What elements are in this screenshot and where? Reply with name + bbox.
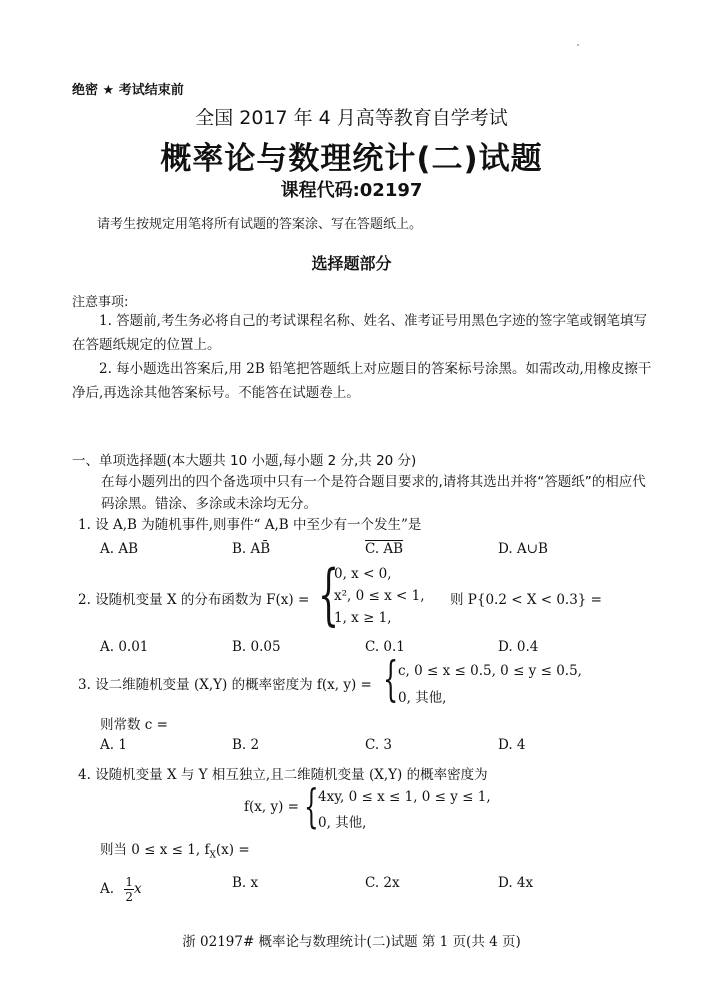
note-item-2: 2. 每小题选出答案后,用 2B 铅笔把答题纸上对应题目的答案标号涂黑。如需改动,用橡皮擦干净后,再选涂其他答案标号。不能答在试题卷上。 bbox=[72, 361, 652, 401]
formula-lhs: f(x, y) = bbox=[244, 799, 299, 815]
q1-option-a: A. AB bbox=[100, 541, 139, 557]
case-line: 0, x < 0, bbox=[334, 566, 392, 582]
question-3 bbox=[78, 673, 372, 693]
case-line: 1, x ≥ 1, bbox=[334, 610, 392, 626]
question-text-after: 则常数 c = bbox=[100, 717, 168, 733]
q2-option-a: A. 0.01 bbox=[100, 639, 149, 655]
part-title: 选择题部分 bbox=[311, 254, 392, 273]
question-number: 2. bbox=[78, 592, 91, 608]
question-number: 3. bbox=[78, 677, 91, 693]
question-1 bbox=[78, 513, 421, 533]
q4-option-d: D. 4x bbox=[498, 875, 534, 891]
q3-option-a: A. 1 bbox=[100, 737, 127, 753]
question-text: 设二维随机变量 (X,Y) 的概率密度为 f(x, y) = bbox=[95, 677, 372, 693]
q4-option-a: A. $\frac{1}{2}$ x bbox=[100, 875, 142, 904]
page-footer: 浙 02197# 概率论与数理统计(二)试题 第 1 页(共 4 页) bbox=[182, 934, 521, 950]
case-line: c, 0 ≤ x ≤ 0.5, 0 ≤ y ≤ 0.5, bbox=[398, 663, 582, 679]
question-number: 1. bbox=[78, 517, 91, 533]
section-note: 在每小题列出的四个备选项中只有一个是符合题目要求的,请将其选出并将“答题纸”的相应代码涂黑。错涂、多涂或未涂均无分。 bbox=[101, 474, 646, 512]
case-line: 4xy, 0 ≤ x ≤ 1, 0 ≤ y ≤ 1, bbox=[318, 789, 491, 805]
section-heading: 一、单项选择题(本大题共 10 小题,每小题 2 分,共 20 分) bbox=[72, 453, 417, 469]
q1-option-b: B. AB̄ bbox=[232, 541, 271, 557]
q1-option-d: D. A∪B bbox=[498, 541, 548, 557]
q3-option-d: D. 4 bbox=[498, 737, 526, 753]
q2-option-c: C. 0.1 bbox=[365, 639, 405, 655]
question-text-after: 则 P{0.2 < X < 0.3} = bbox=[450, 592, 602, 608]
note-item-1: 1. 答题前,考生务必将自己的考试课程名称、姓名、准考证号用黑色字迹的签字笔或钢笔填写在答题纸规定的位置上。 bbox=[72, 313, 647, 353]
scan-speck bbox=[577, 44, 579, 46]
course-code: 课程代码:02197 bbox=[280, 180, 423, 201]
page-title: 概率论与数理统计(二)试题 bbox=[160, 141, 543, 177]
left-brace-icon: { bbox=[318, 556, 339, 633]
intro-instruction: 请考生按规定用笔将所有试题的答案涂、写在答题纸上。 bbox=[97, 217, 423, 232]
left-brace-icon: { bbox=[383, 651, 399, 707]
q3-option-b: B. 2 bbox=[232, 737, 260, 753]
q3-option-c: C. 3 bbox=[365, 737, 393, 753]
left-brace-icon: { bbox=[304, 779, 319, 833]
q2-option-d: D. 0.4 bbox=[498, 639, 539, 655]
question-text: 设 A,B 为随机事件,则事件“ A,B 中至少有一个发生”是 bbox=[95, 517, 422, 533]
confidential-label: 绝密 ★ 考试结束前 bbox=[72, 83, 184, 98]
case-line: 0, 其他, bbox=[318, 815, 367, 831]
question-4 bbox=[78, 763, 488, 783]
question-text-after: 则当 0 ≤ x ≤ 1, $f_X(x)$ = bbox=[100, 842, 250, 861]
question-text: 设随机变量 X 与 Y 相互独立,且二维随机变量 (X,Y) 的概率密度为 bbox=[95, 767, 488, 783]
case-line: 0, 其他, bbox=[398, 690, 447, 706]
notes-heading: 注意事项: bbox=[72, 295, 129, 310]
question-text: 设随机变量 X 的分布函数为 F(x) = bbox=[95, 592, 310, 608]
q4-option-c: C. 2x bbox=[365, 875, 400, 891]
exam-session-line: 全国 2017 年 4 月高等教育自学考试 bbox=[195, 107, 508, 129]
q1-option-c: C. AB bbox=[365, 541, 404, 557]
q2-option-b: B. 0.05 bbox=[232, 639, 281, 655]
case-line: x², 0 ≤ x < 1, bbox=[334, 588, 425, 604]
question-number: 4. bbox=[78, 767, 91, 783]
q4-option-b: B. x bbox=[232, 875, 259, 891]
question-2 bbox=[78, 588, 309, 608]
